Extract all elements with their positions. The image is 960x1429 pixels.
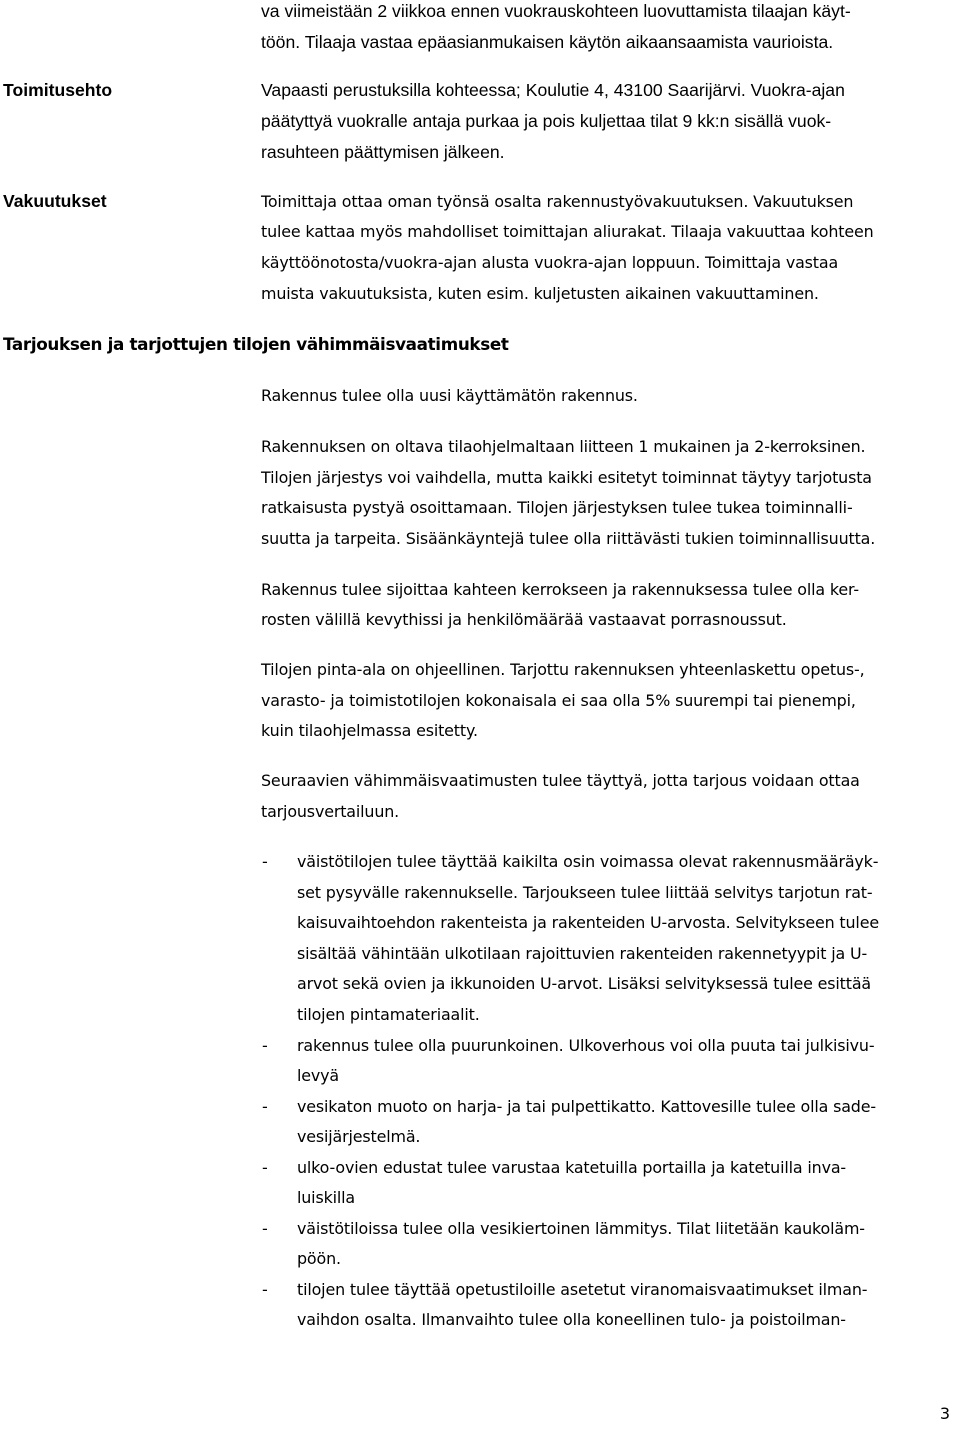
text-line: Rakennus tulee sijoittaa kahteen kerrokseen ja rakennuksessa tulee olla ker- bbox=[261, 580, 859, 599]
text-line: tilojen pintamateriaalit. bbox=[297, 1005, 480, 1024]
text-line: Toimittaja ottaa oman työnsä osalta rakennustyövakuutuksen. Vakuutuksen bbox=[261, 192, 854, 211]
text-line: rosten välillä kevythissi ja henkilömäärää vastaavat porrasnoussut. bbox=[261, 610, 787, 629]
text-line: töön. Tilaaja vastaa epäasianmukaisen käytön aikaansaamista vaurioista. bbox=[261, 32, 834, 52]
text-line: Tilojen järjestys voi vaihdella, mutta kaikki esitetyt toiminnat täytyy tarjotusta bbox=[261, 468, 872, 487]
text-line: muista vakuutuksista, kuten esim. kuljetusten aikainen vakuuttaminen. bbox=[261, 284, 819, 303]
text-line: luiskilla bbox=[297, 1188, 356, 1207]
text-line: arvot sekä ovien ja ikkunoiden U-arvot. Lisäksi selvityksessä tulee esittää bbox=[297, 974, 872, 993]
text-line: pöön. bbox=[297, 1249, 341, 1268]
text-line: käyttöönotosta/vuokra-ajan alusta vuokra-ajan loppuun. Toimittaja vastaa bbox=[261, 253, 839, 272]
text-line: väistötiloissa tulee olla vesikiertoinen lämmitys. Tilat liitetään kaukoläm- bbox=[297, 1219, 865, 1238]
text-line: Rakennus tulee olla uusi käyttämätön rakennus. bbox=[261, 386, 638, 405]
text-line: kaisuvaihtoehdon rakenteista ja rakenteiden U-arvosta. Selvitykseen tulee bbox=[297, 913, 879, 932]
insurance-label: Vakuutukset bbox=[3, 191, 107, 211]
text-line: suutta ja tarpeita. Sisäänkäyntejä tulee olla riittävästi tukien toiminnallisuutta. bbox=[261, 529, 876, 548]
text-line: Vapaasti perustuksilla kohteessa; Koulutie 4, 43100 Saarijärvi. Vuokra-ajan bbox=[261, 80, 845, 100]
page-number: 3 bbox=[939, 1404, 950, 1423]
bullet-dash: - bbox=[262, 852, 268, 871]
text-line: va viimeistään 2 viikkoa ennen vuokrauskohteen luovuttamista tilaajan käyt- bbox=[261, 1, 851, 21]
section-heading: Tarjouksen ja tarjottujen tilojen vähimmäisvaatimukset bbox=[3, 334, 509, 354]
text-line: tulee kattaa myös mahdolliset toimittajan aliurakat. Tilaaja vakuuttaa kohteen bbox=[261, 222, 874, 241]
text-line: vaihdon osalta. Ilmanvaihto tulee olla koneellinen tulo- ja poistoilman- bbox=[297, 1310, 846, 1329]
bullet-dash: - bbox=[262, 1097, 268, 1116]
bullet-dash: - bbox=[262, 1158, 268, 1177]
delivery-terms-label: Toimitusehto bbox=[3, 80, 113, 100]
text-line: kuin tilaohjelmassa esitetty. bbox=[261, 721, 478, 740]
text-line: vesikaton muoto on harja- ja tai pulpettikatto. Kattovesille tulee olla sade- bbox=[297, 1097, 876, 1116]
bullet-dash: - bbox=[262, 1036, 268, 1055]
text-line: päätyttyä vuokralle antaja purkaa ja pois kuljettaa tilat 9 kk:n sisällä vuok- bbox=[261, 111, 832, 131]
bullet-dash: - bbox=[262, 1280, 268, 1299]
text-line: levyä bbox=[297, 1066, 339, 1085]
text-line: sisältää vähintään ulkotilaan rajoittuvien rakenteiden rakennetyypit ja U- bbox=[297, 944, 868, 963]
text-line: Tilojen pinta-ala on ohjeellinen. Tarjottu rakennuksen yhteenlaskettu opetus-, bbox=[261, 660, 865, 679]
text-line: Rakennuksen on oltava tilaohjelmaltaan liitteen 1 mukainen ja 2-kerroksinen. bbox=[261, 437, 866, 456]
bullet-dash: - bbox=[262, 1219, 268, 1238]
text-line: ratkaisusta pystyä osoittamaan. Tilojen järjestyksen tulee tukea toiminnalli- bbox=[261, 498, 853, 517]
text-line: set pysyvälle rakennukselle. Tarjoukseen tulee liittää selvitys tarjotun rat- bbox=[297, 883, 873, 902]
text-line: tarjousvertailuun. bbox=[261, 802, 400, 821]
text-line: vesijärjestelmä. bbox=[297, 1127, 421, 1146]
text-line: tilojen tulee täyttää opetustiloille asetetut viranomaisvaatimukset ilman- bbox=[297, 1280, 868, 1299]
text-line: rasuhteen päättymisen jälkeen. bbox=[261, 142, 505, 162]
text-line: rakennus tulee olla puurunkoinen. Ulkoverhous voi olla puuta tai julkisivu- bbox=[297, 1036, 875, 1055]
text-line: Seuraavien vähimmäisvaatimusten tulee täyttyä, jotta tarjous voidaan ottaa bbox=[261, 771, 860, 790]
text-line: väistötilojen tulee täyttää kaikilta osin voimassa olevat rakennusmääräyk- bbox=[297, 852, 879, 871]
text-line: ulko-ovien edustat tulee varustaa katetuilla portailla ja katetuilla inva- bbox=[297, 1158, 846, 1177]
text-line: varasto- ja toimistotilojen kokonaisala ei saa olla 5% suurempi tai pienempi, bbox=[261, 691, 856, 710]
